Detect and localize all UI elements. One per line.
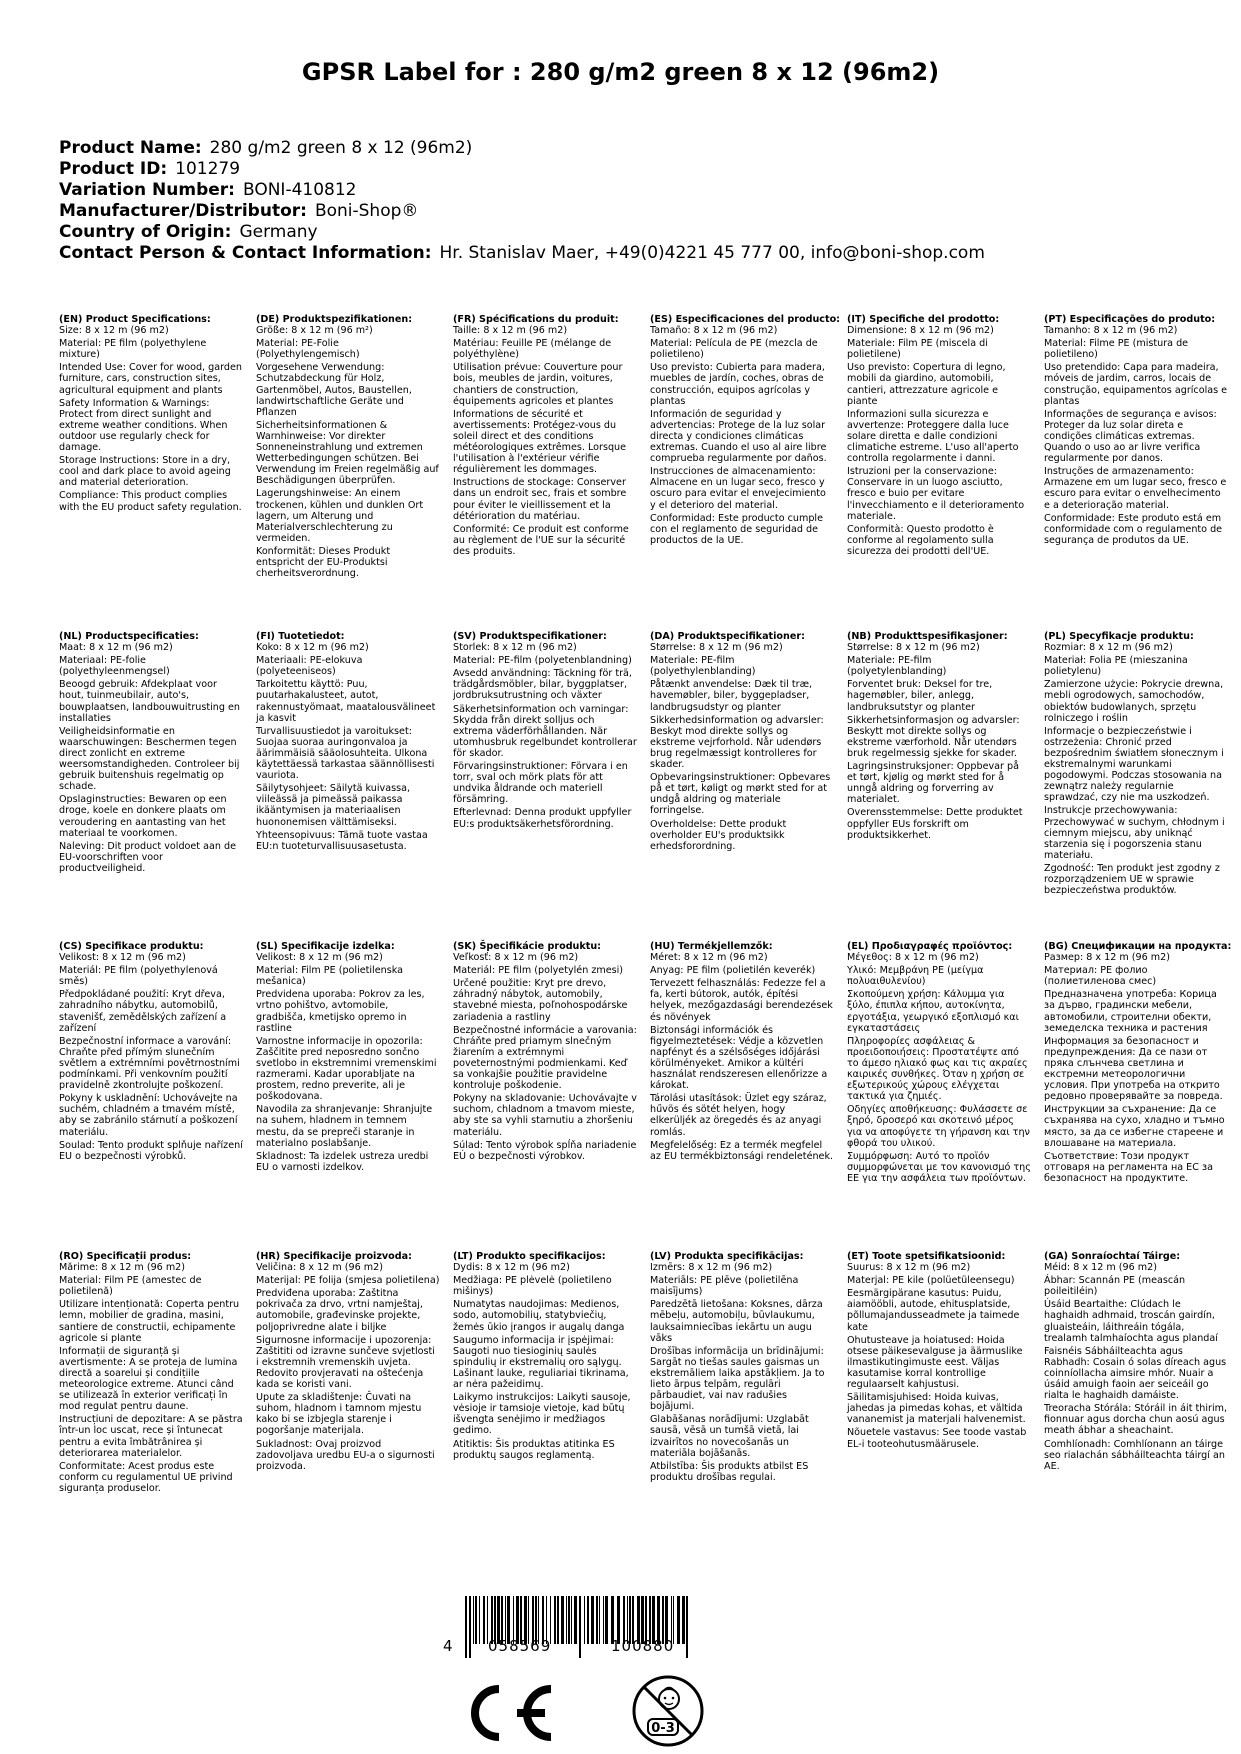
spec-paragraph: Material: Filme PE (mistura de polietileno) [1044, 338, 1189, 361]
spec-size: Méid: 8 x 12 m (96 m2) [1044, 1262, 1157, 1274]
spec-paragraph: Instructions de stockage: Conserver dans un endroit sec, frais et sombre pour éviter le vieillissement et la détérioration du matériau. [453, 477, 627, 522]
spec-paragraph: Zgodność: Ten produkt jest zgodny z rozporządzeniem UE w sprawie bezpieczeństwa produktów. [1044, 862, 1220, 897]
spec-paragraph: Opbevaringsinstruktioner: Opbevares på et tørt, køligt og mørkt sted for at undgå aldring og materiale forringelse. [650, 772, 831, 817]
spec-size: Storlek: 8 x 12 m (96 m2) [453, 642, 577, 654]
info-label: Contact Person & Contact Information: [59, 243, 432, 263]
spec-heading: (HU) Termékjellemzők: [650, 941, 773, 952]
spec-size: Velikost: 8 x 12 m (96 m2) [256, 952, 383, 964]
spec-paragraph: Σκοπούμενη χρήση: Κάλυμμα για ξύλο, έπιπλα κήπου, αυτοκίνητα, εργοτάξια, γεωργικό εξοπλισμό και εγκαταστάσεις [847, 989, 1019, 1034]
spec-paragraph: Информация за безопасност и предупреждения: Да се пази от пряка слънчева светлина и екстремни метеорологични условия. При употреба на открито редовно проверявайте за повреда. [1044, 1035, 1223, 1103]
spec-heading: (SK) Špecifikácie produktu: [453, 941, 602, 952]
spec-heading: (LT) Produkto specifikacijos: [453, 1251, 606, 1262]
barcode [441, 1596, 721, 1676]
spec-size: Maat: 8 x 12 m (96 m2) [59, 642, 173, 654]
spec-paragraph: Předpokládané použití: Kryt dřeva, zahradního nábytku, automobilů, stavenišť, zemědělských zařízení a zařízení [59, 989, 227, 1034]
spec-paragraph: Ábhar: Scannán PE (meascán poileitiléin) [1044, 1275, 1186, 1298]
spec-size: Veľkosť: 8 x 12 m (96 m2) [453, 952, 579, 964]
age-warning-icon [630, 1673, 706, 1749]
spec-block [650, 314, 841, 548]
spec-paragraph: Uso previsto: Cubierta para madera, muebles de jardín, coches, obras de construcción, equipos agrícolas y plantas [650, 362, 825, 407]
spec-heading: (NL) Productspecificaties: [59, 631, 199, 642]
spec-heading: (DE) Produktspezifikationen: [256, 314, 413, 325]
age-warning-label: 0-3 [651, 1721, 675, 1736]
spec-paragraph: Zamierzone użycie: Pokrycie drewna, mebli ogrodowych, samochodów, obiektów budowlanych, sprzętu rolniczego i roślin [1044, 679, 1224, 724]
spec-paragraph: Matériau: Feuille PE (mélange de polyéthylène) [453, 338, 612, 361]
barcode-bar [686, 1596, 688, 1658]
spec-paragraph: Πληροφορίες ασφάλειας & προειδοποιήσεις: Προστατέψτε από το άμεσο ηλιακό φως και τις ακραίες καιρικές συνθήκες. Όταν η χρήση σε εξωτερικούς χώρους ελέγχεται τακτικά για ζημιές. [847, 1035, 1028, 1103]
info-row [59, 201, 1189, 222]
info-row [59, 222, 1189, 243]
spec-paragraph: Biztonsági információk és figyelmeztetések: Védje a közvetlen napfényt és a szélsőséges időjárási körülményeket. Amikor a kültéri használat rendszeresen ellenőrizze a károkat. [650, 1024, 828, 1092]
product-info [59, 138, 1189, 264]
barcode-bars [441, 1596, 721, 1658]
spec-heading: (HR) Specifikacije proizvoda: [256, 1251, 412, 1262]
ce-mark-icon [457, 1683, 557, 1743]
spec-paragraph: Materiāls: PE plēve (polietilēna maisījums) [650, 1275, 799, 1298]
spec-paragraph: Predviđena uporaba: Zaštitna pokrivača za drvo, vrtni namještaj, automobile, građevinske projekte, poljoprivredne alate i biljke [256, 1288, 423, 1333]
spec-paragraph: Intended Use: Cover for wood, garden furniture, cars, construction sites, agricultural equipment and plants [59, 362, 242, 396]
spec-paragraph: Informacje o bezpieczeństwie i ostrzeżenia: Chronić przed bezpośrednim światłem słonecznym i ekstremalnymi warunkami pogodowymi. Podczas stosowania na zewnątrz należy regularnie sprawdzać, czy nie ma uszkodzeń. [1044, 725, 1224, 804]
spec-size: Mărime: 8 x 12 m (96 m2) [59, 1262, 186, 1274]
spec-paragraph: Instrucciones de almacenamiento: Almacene en un lugar seco, fresco y oscuro para evitar el envejecimiento y el deterioro del material. [650, 466, 826, 511]
spec-paragraph: Материал: PE фолио (полиетиленова смес) [1044, 965, 1157, 988]
spec-heading: (EL) Προδιαγραφές προϊόντος: [847, 941, 1013, 952]
spec-size: Méret: 8 x 12 m (96 m2) [650, 952, 768, 964]
barcode-bar [682, 1596, 685, 1644]
spec-block [650, 1251, 834, 1485]
spec-size: Størrelse: 8 x 12 m (96 m2) [847, 642, 980, 654]
spec-heading: (RO) Specificații produs: [59, 1251, 192, 1262]
spec-paragraph: Paredzētā lietošana: Koksnes, dārza mēbeļu, automobiļu, būvlaukumu, lauksaimniecības iekārtu un augu vāks [650, 1299, 823, 1344]
spec-paragraph: Material: PE-film (polyetenblandning) [453, 655, 632, 667]
spec-block [453, 941, 637, 1164]
spec-paragraph: Soulad: Tento produkt splňuje nařízení EU o bezpečnosti výrobků. [59, 1139, 243, 1162]
spec-block [847, 941, 1031, 1186]
barcode-bar [579, 1596, 581, 1658]
spec-paragraph: Bezpečnostní informace a varování: Chraňte před přímým slunečním světlem a extrémními povětrnostními podmínkami. Při venkovním použití pravidelně zkontrolujte poškození. [59, 1035, 240, 1092]
spec-paragraph: Materiaal: PE-folie (polyethyleenmengsel) [59, 655, 170, 678]
spec-paragraph: Lagerungshinweise: An einem trockenen, kühlen und dunklen Ort lagern, um Alterung und Materialverschlechterung zu vermeiden. [256, 488, 424, 544]
spec-paragraph: Nõuetele vastavus: See toode vastab EL-i tooteohutusmäärusele. [847, 1427, 1027, 1450]
info-value: 280 g/m2 green 8 x 12 (96m2) [209, 138, 473, 158]
barcode-bar [475, 1596, 477, 1644]
info-value: 101279 [175, 159, 241, 179]
spec-heading: (CS) Specifikace produktu: [59, 941, 204, 952]
info-value: Hr. Stanislav Maer, +49(0)4221 45 777 00, info@boni-shop.com [439, 243, 985, 263]
barcode-bar [587, 1596, 589, 1644]
spec-paragraph: Υλικό: Μεμβράνη PE (μείγμα πολυαιθυλενίου) [847, 965, 984, 988]
barcode-bar [591, 1596, 594, 1644]
spec-paragraph: Forventet bruk: Deksel for tre, hagemøbler, biler, anlegg, landbruksutstyr og planter [847, 679, 993, 713]
spec-size: Izmērs: 8 x 12 m (96 m2) [650, 1262, 773, 1274]
spec-paragraph: Turvallisuustiedot ja varoitukset: Suojaa suoraa auringonvaloa ja äärimmäisiä sääolosuhteita. Ulkona käytettäessä tarkastaa säännöllisesti vauriota. [256, 725, 435, 782]
spec-block [847, 314, 1031, 559]
spec-paragraph: Materiál: PE film (polyetylén zmesi) [453, 965, 624, 977]
barcode-bar [483, 1596, 485, 1644]
spec-paragraph: Tervezett felhasználás: Fedezze fel a fa, kerti bútorok, autók, építési helyek, mezőgazdasági berendezések és növények [650, 978, 833, 1023]
spec-paragraph: Οδηγίες αποθήκευσης: Φυλάσσετε σε ξηρό, δροσερό και σκοτεινό μέρος για να αποφύγετε τη γήρανση και την φθορά του υλικού. [847, 1104, 1030, 1149]
spec-paragraph: Säilytysohjeet: Säilytä kuivassa, viileässä ja pimeässä paikassa ikääntymisen ja materiaalisen huononemisen välttämiseksi. [256, 783, 411, 828]
spec-paragraph: Beoogd gebruik: Afdekplaat voor hout, tuinmeubilair, auto's, bouwplaatsen, landbouwuitrusting en installaties [59, 679, 241, 724]
spec-paragraph: Инструкции за съхранение: Да се съхранява на сухо, хладно и тъмно място, за да се избегне стареене и влошаване на материала. [1044, 1104, 1225, 1149]
spec-paragraph: Anyag: PE film (polietilén keverék) [650, 965, 816, 977]
spec-paragraph: Storage Instructions: Store in a dry, cool and dark place to avoid ageing and material deterioration. [59, 455, 231, 489]
spec-paragraph: Overholdelse: Dette produkt overholder EU's produktsikk erhedsforordning. [650, 818, 787, 852]
spec-paragraph: Informazioni sulla sicurezza e avvertenze: Proteggere dalla luce solare diretta e dalle condizioni climatiche estreme. L'uso all'aperto controlla regolarmente i danni. [847, 408, 1019, 465]
spec-paragraph: Material: Película de PE (mezcla de polietileno) [650, 338, 818, 361]
barcode-bar [605, 1596, 608, 1644]
spec-paragraph: Utilizare intenționată: Coperta pentru lemn, mobilier de gradina, masini, santiere de constructii, echipamente agricole si plante [59, 1299, 240, 1344]
spec-paragraph: Tárolási utasítások: Üzlet egy száraz, hűvös és sötét helyen, hogy elkerüljék az öregedés és az anyagi romlás. [650, 1093, 827, 1138]
spec-block [59, 1251, 243, 1496]
spec-paragraph: Uso previsto: Copertura di legno, mobili da giardino, automobili, cantieri, attrezzature agricole e piante [847, 362, 1006, 407]
spec-heading: (FR) Spécifications du produit: [453, 314, 619, 325]
spec-paragraph: Sicherheitsinformationen & Warnhinweise: Vor direkter Sonneneinstrahlung und extremen Wetterbedingungen schützen. Bei Verwendung im Freien regelmäßig auf Beschädigungen überprüfen. [256, 419, 439, 487]
spec-size: Tamanho: 8 x 12 m (96 m2) [1044, 325, 1178, 337]
spec-paragraph: Conformité: Ce produit est conforme au règlement de l'UE sur la sécurité des produits. [453, 523, 629, 557]
spec-paragraph: Material: PE film (polyethylene mixture) [59, 338, 207, 361]
spec-block [847, 631, 1031, 843]
spec-paragraph: Megfelelőség: Ez a termék megfelel az EU termékbiztonsági rendeletének. [650, 1139, 834, 1162]
spec-paragraph: Glabāšanas norādījumi: Uzglabāt sausā, vēsā un tumšā vietā, lai izvairītos no novecošanās un materiāla bojāšanās. [650, 1414, 809, 1459]
spec-paragraph: Predvidena uporaba: Pokrov za les, vrtno pohištvo, avtomobile, gradbišča, kmetijsko opremo in rastline [256, 989, 425, 1034]
spec-paragraph: Instrukcje przechowywania: Przechowywać w suchym, chłodnym i ciemnym miejscu, aby uniknąć starzenia się i pogorszenia stanu materiału. [1044, 805, 1225, 861]
barcode-bar [566, 1596, 567, 1644]
info-row [59, 180, 1189, 201]
info-value: BONI-410812 [242, 180, 357, 200]
spec-paragraph: Naleving: Dit product voldoet aan de EU-voorschriften voor productveiligheid. [59, 840, 236, 874]
spec-paragraph: Material: Film PE (polietilenska mešanica) [256, 965, 403, 988]
barcode-bar [677, 1596, 680, 1644]
spec-block [256, 1251, 440, 1474]
spec-paragraph: Upute za skladištenje: Čuvati na suhom, hladnom i tamnom mjestu kako bi se izbjegla starenje i pogoršanje materijala. [256, 1392, 422, 1437]
spec-size: Размер: 8 x 12 m (96 m2) [1044, 952, 1171, 964]
spec-paragraph: Comhlíonadh: Comhlíonann an táirge seo rialachán sábháilteachta táirgí an AE. [1044, 1438, 1225, 1472]
spec-paragraph: Предназначена употреба: Корица за дърво, градински мебели, автомобили, строителни обекти, земеделска техника и растения [1044, 989, 1217, 1034]
spec-block [1044, 941, 1232, 1186]
spec-block [59, 631, 243, 876]
barcode-bar [584, 1596, 585, 1644]
spec-paragraph: Συμμόρφωση: Αυτό το προϊόν συμμορφώνεται με τον κανονισμό της ΕΕ για την ασφάλεια των προϊόντων. [847, 1150, 1031, 1184]
spec-size: Dimensione: 8 x 12 m (96 m2) [847, 325, 994, 337]
spec-heading: (BG) Спецификации на продукта: [1044, 941, 1232, 952]
info-label: Variation Number: [59, 180, 235, 200]
spec-paragraph: Utilisation prévue: Couverture pour bois, meubles de jardin, voitures, chantiers de construction, équipements agricoles et plantes [453, 362, 623, 407]
spec-paragraph: Sikkerhedsinformation og advarsler: Beskyt mod direkte sollys og ekstreme vejrforhold. Når udendørs brug regelmæssigt kontrolleres for skader. [650, 714, 824, 771]
spec-heading: (GA) Sonraíochtaí Táirge: [1044, 1251, 1181, 1262]
spec-paragraph: Förvaringsinstruktioner: Förvara i en torr, sval och mörk plats för att undvika åldrande och materiell försämring. [453, 761, 628, 806]
spec-heading: (SL) Specifikacije izdelka: [256, 941, 395, 952]
spec-paragraph: Materiál: PE film (polyethylenová směs) [59, 965, 218, 988]
spec-block [1044, 1251, 1228, 1474]
barcode-bar [557, 1596, 559, 1644]
spec-paragraph: Materiale: PE-film (polyethylenblanding) [650, 655, 756, 678]
spec-paragraph: Určené použitie: Kryt pre drevo, záhradný nábytok, automobily, stavebné miesta, poľnohospodárske zariadenia a rastliny [453, 978, 628, 1023]
spec-paragraph: Informații de siguranță și avertismente: A se proteja de lumina directă a soarelui și condițiile meteorologice extreme. Atunci când se utilizează în exterior verificați în mod regulat pentru daune. [59, 1345, 238, 1413]
spec-heading: (NB) Produkttspesifikasjoner: [847, 631, 1008, 642]
spec-paragraph: Konformität: Dieses Produkt entspricht der EU-Produktsi cherheitsverordnung. [256, 545, 391, 580]
spec-paragraph: Съответствие: Този продукт отговаря на регламента на ЕС за безопасност на продуктите. [1044, 1150, 1213, 1184]
spec-size: Size: 8 x 12 m (96 m2) [59, 325, 169, 337]
spec-paragraph: Pokyny k uskladnění: Uchovávejte na suchém, chladném a tmavém místě, aby se zabránilo stárnutí a poškození materiálu. [59, 1093, 238, 1138]
spec-paragraph: Opslaginstructies: Bewaren op een droge, koele en donkere plaats om veroudering en aantasting van het materiaal te voorkomen. [59, 794, 227, 839]
barcode-bar [465, 1596, 467, 1658]
barcode-bar [469, 1596, 471, 1658]
spec-paragraph: Navodila za shranjevanje: Shranjujte na suhem, hladnem in temnem mestu, da se prepreči staranje in materialno poslabšanje. [256, 1104, 433, 1149]
spec-paragraph: Drošības informācija un brīdinājumi: Sargāt no tiešas saules gaismas un ekstremāliem laika apstākļiem. Ja to lieto ārpus telpām, regulāri pārbaudiet, vai nav radušies bojājumi. [650, 1345, 825, 1413]
barcode-bar [568, 1596, 570, 1644]
spec-size: Taille: 8 x 12 m (96 m2) [453, 325, 568, 337]
spec-paragraph: Materiale: Film PE (miscela di polietilene) [847, 338, 988, 361]
spec-paragraph: Materiale: PE-film (polyetylenblanding) [847, 655, 947, 678]
spec-heading: (SV) Produktspecifikationer: [453, 631, 607, 642]
spec-paragraph: Skladnost: Ta izdelek ustreza uredbi EU o varnosti izdelkov. [256, 1150, 429, 1173]
spec-paragraph: Información de seguridad y advertencias: Protege de la luz solar directa y condiciones climáticas extremas. Cuando el uso al aire libre comprueba regularmente por daños. [650, 408, 827, 465]
spec-size: Velikost: 8 x 12 m (96 m2) [59, 952, 186, 964]
spec-heading: (ET) Toote spetsifikatsioonid: [847, 1251, 1006, 1262]
spec-paragraph: Säilitamisjuhised: Hoida kuivas, jahedas ja pimedas kohas, et vältida vananemist ja materjali halvenemist. [847, 1392, 1026, 1426]
spec-paragraph: Conformitate: Acest produs este conform cu regulamentul UE privind siguranța produselor. [59, 1460, 233, 1494]
spec-size: Størrelse: 8 x 12 m (96 m2) [650, 642, 783, 654]
spec-paragraph: Súlad: Tento výrobok spĺňa nariadenie EÚ o bezpečnosti výrobkov. [453, 1139, 637, 1162]
spec-block [650, 631, 834, 854]
barcode-bar [574, 1596, 577, 1644]
spec-paragraph: Veiligheidsinformatie en waarschuwingen: Beschermen tegen direct zonlicht en extreme weersomstandigheden. Controleer bij gebruik buitenshuis regelmatig op schade. [59, 725, 240, 793]
info-value: Boni-Shop® [314, 201, 419, 221]
page-title: GPSR Label for : 280 g/m2 green 8 x 12 (96m2) [301, 58, 940, 86]
spec-heading: (FI) Tuotetiedot: [256, 631, 345, 642]
barcode-bar [596, 1596, 598, 1644]
spec-paragraph: Informations de sécurité et avertissements: Protégez-vous du soleil direct et des conditions météorologiques extrêmes. Lorsque l'utilisation à l'extérieur vérifie régulièrement les dommages. [453, 408, 627, 476]
spec-paragraph: Materiaali: PE-elokuva (polyeteeniseos) [256, 655, 363, 678]
spec-paragraph: Påtænkt anvendelse: Dæk til træ, havemøbler, biler, byggepladser, landbrugsudstyr og planter [650, 679, 813, 713]
spec-block [256, 631, 440, 854]
spec-heading: (ES) Especificaciones del producto: [650, 314, 841, 325]
spec-heading: (IT) Specifiche del prodotto: [847, 314, 1000, 325]
spec-heading: (PT) Especificações do produto: [1044, 314, 1216, 325]
spec-paragraph: Yhteensopivuus: Tämä tuote vastaa EU:n tuoteturvallisuusasetusta. [256, 829, 428, 852]
spec-paragraph: Treoracha Stórála: Stóráil in áit thirim, fionnuar agus dorcha chun aosú agus meath ábhar a sheachaint. [1044, 1403, 1228, 1437]
spec-paragraph: Bezpečnostné informácie a varovania: Chráňte pred priamym slnečným žiarením a extrémnymi poveternostnými podmienkami. Keď sa vonkajšie použitie pravidelne kontroluje poškodenie. [453, 1024, 637, 1092]
spec-block [650, 941, 834, 1164]
spec-paragraph: Atitiktis: Šis produktas atitinka ES produktų saugos reglamentą. [453, 1438, 615, 1461]
spec-block [59, 941, 243, 1164]
spec-paragraph: Conformidade: Este produto está em conformidade com o regulamento de segurança de produtos da UE. [1044, 512, 1223, 546]
spec-paragraph: Numatytas naudojimas: Medienos, sodo, automobilių, statybviečių, žemės ūkio įrangos ir augalų danga [453, 1299, 625, 1333]
spec-paragraph: Materijal: PE folija (smjesa polietilena) [256, 1275, 440, 1287]
info-label: Country of Origin: [59, 222, 232, 242]
spec-block [256, 941, 440, 1175]
spec-paragraph: Materjal: PE kile (polüetüleensegu) [847, 1275, 1015, 1287]
spec-paragraph: Compliance: This product complies with the EU product safety regulation. [59, 490, 242, 513]
barcode-bar [554, 1596, 556, 1644]
spec-size: Tamaño: 8 x 12 m (96 m2) [650, 325, 778, 337]
info-label: Manufacturer/Distributor: [59, 201, 307, 221]
barcode-lead-digit: 4 [443, 1637, 454, 1655]
spec-paragraph: Säkerhetsinformation och varningar: Skydda från direkt solljus och extrema väderförhållanden. När utomhusbruk regelbundet kontrollerar för skador. [453, 703, 637, 759]
info-row [59, 159, 1189, 180]
spec-paragraph: Materiał: Folia PE (mieszanina polietylenu) [1044, 655, 1188, 678]
barcode-bar [479, 1596, 480, 1644]
spec-paragraph: Overensstemmelse: Dette produktet oppfyller EUs forskrift om produktsikkerhet. [847, 807, 1023, 841]
info-row [59, 243, 1189, 264]
spec-size: Rozmiar: 8 x 12 m (96 m2) [1044, 642, 1173, 654]
spec-size: Koko: 8 x 12 m (96 m2) [256, 642, 369, 654]
barcode-bar [561, 1596, 564, 1644]
spec-size: Μέγεθος: 8 x 12 m (96 m2) [847, 952, 979, 964]
barcode-group-2: 100880 [611, 1637, 675, 1655]
spec-paragraph: Medžiaga: PE plėvelė (polietileno mišinys) [453, 1275, 612, 1298]
spec-paragraph: Tarkoitettu käyttö: Puu, puutarhakalusteet, autot, rakennustyömaat, maatalousvälineet ja kasvit [256, 679, 436, 724]
spec-heading: (DA) Produktspecifikationer: [650, 631, 805, 642]
spec-paragraph: Sigurnosne informacije i upozorenja: Zaštititi od izravne sunčeve svjetlosti i ekstremnih vremenskih uvjeta. Redovito provjeravati na oštećenja kada se koristi vani. [256, 1334, 435, 1391]
info-label: Product Name: [59, 138, 202, 158]
spec-paragraph: Informações de segurança e avisos: Proteger da luz solar direta e condições climáticas extremas. Quando o uso ao ar livre verifica regularmente por danos. [1044, 408, 1217, 465]
spec-paragraph: Istruzioni per la conservazione: Conservare in un luogo asciutto, fresco e buio per evitare l'invecchiamento e il deterioramento materiale. [847, 466, 1025, 522]
spec-block [453, 1251, 637, 1463]
spec-paragraph: Safety Information & Warnings: Protect from direct sunlight and extreme weather conditions. When outdoor use regularly check for damage. [59, 397, 228, 454]
barcode-bar [473, 1596, 474, 1644]
spec-paragraph: Ohutusteave ja hoiatused: Hoida otsese päikesevalguse ja äärmuslike ilmastikutingimuste eest. Väljas kasutamise korral kontrollige regulaarselt kahjustusi. [847, 1334, 1023, 1391]
spec-heading: (PL) Specyfikacje produktu: [1044, 631, 1194, 642]
spec-size: Suurus: 8 x 12 m (96 m2) [847, 1262, 971, 1274]
spec-heading: (EN) Product Specifications: [59, 314, 211, 325]
spec-paragraph: Sikkerhetsinformasjon og advarsler: Beskytt mot direkte sollys og ekstreme værforhold. Når utendørs bruk regelmessig sjekke for skader. [847, 714, 1020, 759]
info-row [59, 138, 1189, 159]
spec-paragraph: Material: PE-Folie (Polyethylengemisch) [256, 338, 360, 361]
spec-paragraph: Pokyny na skladovanie: Uchovávajte v suchom, chladnom a tmavom mieste, aby ste sa vyhli starnutiu a zhoršeniu materiálu. [453, 1093, 637, 1138]
spec-paragraph: Varnostne informacije in opozorila: Zaščitite pred neposredno sončno svetlobo in ekstremnimi vremenskimi razmerami. Kadar uporabljate na prostem, redno preverite, ali je poškodovana. [256, 1035, 437, 1103]
spec-block [847, 1251, 1031, 1452]
spec-paragraph: Laikymo instrukcijos: Laikyti sausoje, vėsioje ir tamsioje vietoje, kad būtų išvengta senėjimo ir medžiagos gedimo. [453, 1392, 631, 1437]
spec-paragraph: Lagringsinstruksjoner: Oppbevar på et tørt, kjølig og mørkt sted for å unngå aldring og forverring av materialet. [847, 761, 1019, 806]
spec-size: Größe: 8 x 12 m (96 m²) [256, 325, 373, 337]
spec-paragraph: Atbilstība: Šis produkts atbilst ES produktu drošības regulai. [650, 1460, 809, 1483]
spec-paragraph: Avsedd användning: Täckning för trä, trädgårdsmöbler, bilar, byggplatser, jordbruksutrustning och växter [453, 668, 632, 702]
spec-paragraph: Vorgesehene Verwendung: Schutzabdeckung für Holz, Gartenmöbel, Autos, Baustellen, landwirtschaftliche Geräte und Pflanzen [256, 362, 412, 418]
spec-block [1044, 314, 1228, 548]
spec-paragraph: Sukladnost: Ovaj proizvod zadovoljava uredbu EU-a o sigurnosti proizvoda. [256, 1438, 435, 1472]
spec-block [453, 314, 637, 559]
spec-paragraph: Efterlevnad: Denna produkt uppfyller EU:s produktsäkerhetsförordning. [453, 807, 632, 830]
info-label: Product ID: [59, 159, 168, 179]
barcode-bar [599, 1596, 600, 1644]
spec-paragraph: Conformidad: Este producto cumple con el reglamento de seguridad de productos de la UE. [650, 512, 823, 546]
barcode-bar [603, 1596, 604, 1644]
spec-paragraph: Instrucțiuni de depozitare: A se păstra într-un loc uscat, rece și întunecat pentru a evita îmbătrânirea și deteriorarea materialelor. [59, 1414, 243, 1459]
spec-paragraph: Faisnéis Sábháilteachta agus Rabhadh: Cosain ó solas díreach agus coinníollacha aimsire mhór. Nuair a úsáid amuigh faoin aer seiceáil go rialta le haghaidh damáiste. [1044, 1345, 1227, 1402]
spec-block [453, 631, 637, 832]
spec-block [59, 314, 243, 515]
spec-size: Veličina: 8 x 12 m (96 m2) [256, 1262, 383, 1274]
spec-paragraph: Eesmärgipärane kasutus: Puidu, aiamööbli, autode, ehitusplatside, põllumajandusseadmete ja taimede kate [847, 1288, 1020, 1333]
spec-paragraph: Saugumo informacija ir įspėjimai: Saugoti nuo tiesioginių saulės spindulių ir ekstremalių oro sąlygų. Lašinant lauke, reguliariai tikrinama, ar nėra pažeidimų. [453, 1334, 629, 1391]
spec-paragraph: Uso pretendido: Capa para madeira, móveis de jardim, carros, locais de construção, equipamentos agrícolas e plantas [1044, 362, 1228, 407]
spec-paragraph: Conformità: Questo prodotto è conforme al regolamento sulla sicurezza dei prodotti dell'UE. [847, 523, 994, 557]
spec-paragraph: Material: Film PE (amestec de polietilenă) [59, 1275, 202, 1298]
barcode-group-1: 058569 [488, 1637, 552, 1655]
spec-block [1044, 631, 1228, 898]
barcode-bar [571, 1596, 572, 1644]
spec-heading: (LV) Produkta specifikācijas: [650, 1251, 804, 1262]
spec-size: Dydis: 8 x 12 m (96 m2) [453, 1262, 570, 1274]
spec-paragraph: Instruções de armazenamento: Armazene em um lugar seco, fresco e escuro para evitar o envelhecimento e a deterioração material. [1044, 466, 1227, 511]
info-value: Germany [239, 222, 318, 242]
spec-block [256, 314, 440, 581]
spec-paragraph: Úsáid Beartaithe: Clúdach le haghaidh adhmaid, troscán gairdín, gluaisteáin, láithreáin tógála, trealamh talmhaíochta agus plandaí [1044, 1299, 1218, 1344]
